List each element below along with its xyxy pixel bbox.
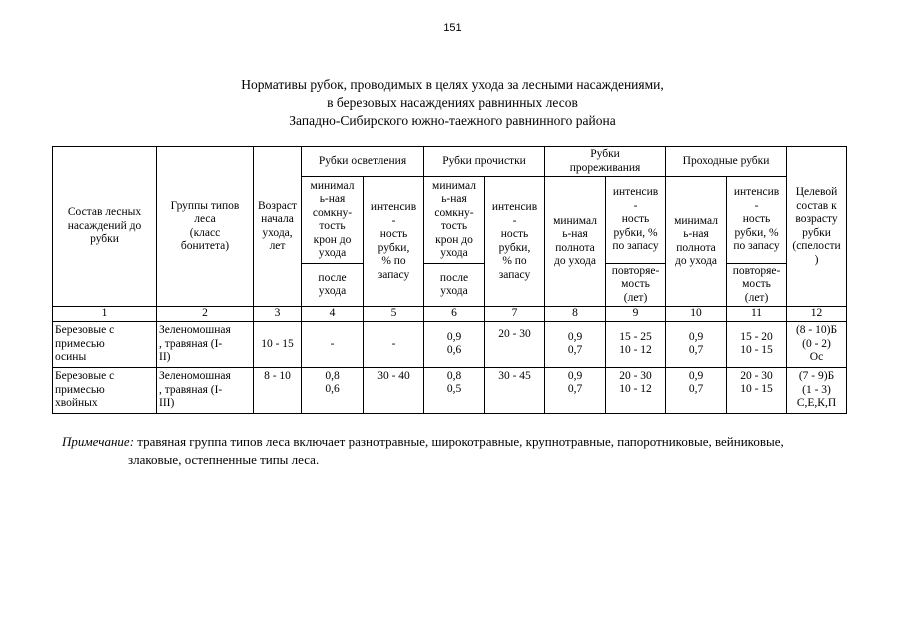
header-intensity: интенсив - ность рубки, % по запасу <box>606 177 666 264</box>
column-number: 12 <box>787 307 847 322</box>
header-forest-types: Группы типов леса (класс бонитета) <box>157 147 254 307</box>
cell-age: 10 - 15 <box>254 321 302 367</box>
header-thinning: Рубки прореживания <box>545 147 666 177</box>
cell-value: 15 - 25 10 - 12 <box>606 321 666 367</box>
column-number: 8 <box>545 307 606 322</box>
column-number: 1 <box>53 307 157 322</box>
cell-composition: Березовые с примесью осины <box>53 321 157 367</box>
cell-value: 0,9 0,7 <box>666 367 727 413</box>
cell-target: (7 - 9)Б (1 - 3) С,Е,К,П <box>787 367 847 413</box>
document-title <box>0 76 905 130</box>
cell-value: - <box>302 321 364 367</box>
table-row <box>53 321 847 367</box>
page-number: 151 <box>443 22 462 34</box>
footnote <box>62 433 852 469</box>
header-repeat: повторяе- мость (лет) <box>606 264 666 307</box>
header-intensity: интенсив - ность рубки, % по запасу <box>485 177 545 307</box>
footnote-text-continued: злаковые, остепненные типы леса. <box>128 452 320 467</box>
table-row <box>53 367 847 413</box>
cell-value: 0,9 0,6 <box>424 321 485 367</box>
cell-value: 0,8 0,5 <box>424 367 485 413</box>
header-min-density: минимал ь-ная полнота до ухода <box>666 177 727 307</box>
column-number: 6 <box>424 307 485 322</box>
cell-value: 20 - 30 10 - 15 <box>727 367 787 413</box>
cell-target: (8 - 10)Б (0 - 2) Ос <box>787 321 847 367</box>
header-composition: Состав лесных насаждений до рубки <box>53 147 157 307</box>
column-number: 7 <box>485 307 545 322</box>
cell-value: 20 - 30 10 - 12 <box>606 367 666 413</box>
cell-value: 0,9 0,7 <box>666 321 727 367</box>
column-number: 2 <box>157 307 254 322</box>
header-clarification: Рубки осветления <box>302 147 424 177</box>
column-numbers-row <box>53 307 847 322</box>
header-min-density: минимал ь-ная полнота до ухода <box>545 177 606 307</box>
title-line-2: в березовых насаждениях равнинных лесов <box>327 95 578 110</box>
cell-age: 8 - 10 <box>254 367 302 413</box>
cell-value: 30 - 40 <box>364 367 424 413</box>
footnote-text: травяная группа типов леса включает разнотравные, широкотравные, крупнотравные, папоротниковые, вейниковые, <box>134 434 784 449</box>
column-number: 9 <box>606 307 666 322</box>
cell-value: 15 - 20 10 - 15 <box>727 321 787 367</box>
cell-composition: Березовые с примесью хвойных <box>53 367 157 413</box>
column-number: 10 <box>666 307 727 322</box>
cell-value: - <box>364 321 424 367</box>
header-after-care: после ухода <box>302 264 364 307</box>
header-passage: Проходные рубки <box>666 147 787 177</box>
header-repeat: повторяе- мость (лет) <box>727 264 787 307</box>
header-cleaning: Рубки прочистки <box>424 147 545 177</box>
title-line-3: Западно-Сибирского южно-таежного равнинного района <box>289 113 616 128</box>
column-number: 5 <box>364 307 424 322</box>
header-min-closeness: минимал ь-ная сомкну- тость крон до ухода <box>302 177 364 264</box>
title-line-1: Нормативы рубок, проводимых в целях ухода за лесными насаждениями, <box>241 77 664 92</box>
header-after-care: после ухода <box>424 264 485 307</box>
cell-value: 20 - 30 <box>485 321 545 367</box>
cell-value: 30 - 45 <box>485 367 545 413</box>
cell-value: 0,9 0,7 <box>545 321 606 367</box>
cell-forest-types: Зеленомошная , травяная (I- III) <box>157 367 254 413</box>
cell-value: 0,9 0,7 <box>545 367 606 413</box>
norms-table <box>52 146 847 414</box>
header-intensity: интенсив - ность рубки, % по запасу <box>364 177 424 307</box>
column-number: 11 <box>727 307 787 322</box>
column-number: 3 <box>254 307 302 322</box>
header-intensity: интенсив - ность рубки, % по запасу <box>727 177 787 264</box>
header-age: Возраст начала ухода, лет <box>254 147 302 307</box>
header-min-closeness: минимал ь-ная сомкну- тость крон до ухода <box>424 177 485 264</box>
cell-forest-types: Зеленомошная , травяная (I- II) <box>157 321 254 367</box>
header-target: Целевой состав к возрасту рубки (спелости ) <box>787 147 847 307</box>
footnote-label: Примечание: <box>62 434 135 449</box>
cell-value: 0,8 0,6 <box>302 367 364 413</box>
column-number: 4 <box>302 307 364 322</box>
